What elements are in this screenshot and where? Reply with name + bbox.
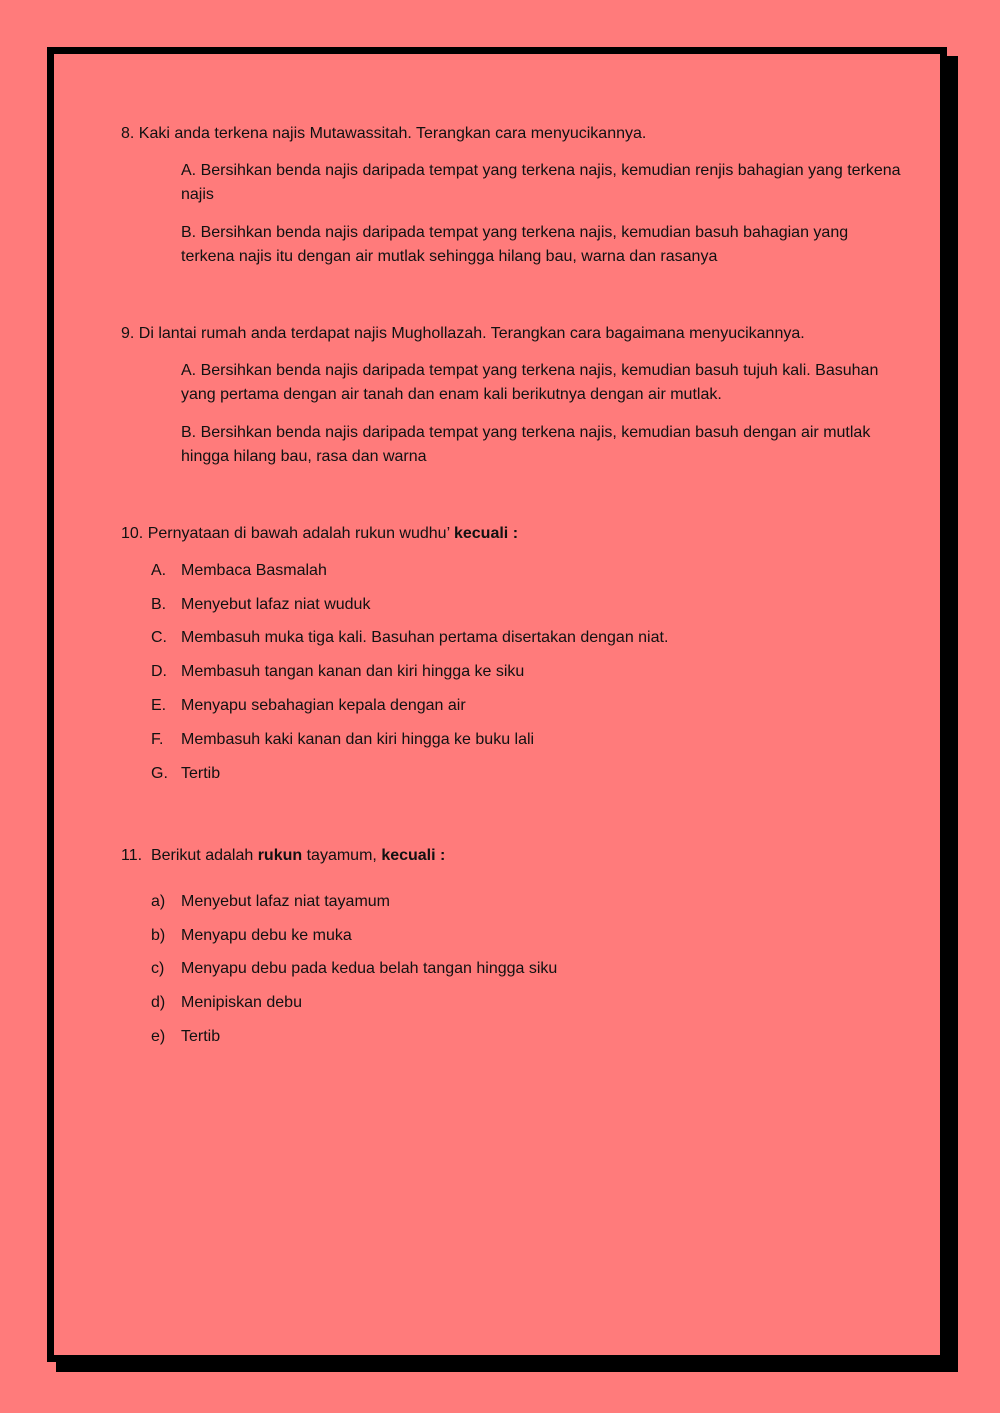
question-11-text: Berikut adalah bbox=[150, 847, 254, 864]
option-label: d) bbox=[151, 994, 166, 1011]
option-text: Membasuh kaki kanan dan kiri hingga ke buku lali bbox=[181, 731, 535, 748]
option-label: e) bbox=[151, 1028, 166, 1045]
option-label: A. bbox=[151, 562, 167, 579]
question-11-emphasis-rukun: rukun bbox=[257, 847, 303, 864]
option-text: Menipiskan debu bbox=[181, 994, 302, 1011]
option-label: a) bbox=[151, 893, 166, 910]
q8-option-b: B. Bersihkan benda najis daripada tempat yang terkena najis, kemudian basuh bahagian yang terkena najis itu dengan air mutlak sehingga hilang bau, warna dan rasanya bbox=[181, 224, 849, 265]
question-11 bbox=[121, 844, 445, 868]
option-label: F. bbox=[151, 731, 164, 748]
option-text: Membasuh tangan kanan dan kiri hingga ke siku bbox=[181, 663, 525, 680]
option-text: Tertib bbox=[181, 1028, 221, 1045]
option-text: Tertib bbox=[181, 765, 221, 782]
option-text: Menyebut lafaz niat tayamum bbox=[181, 893, 390, 910]
option-text: Membaca Basmalah bbox=[181, 562, 327, 579]
question-10-text: 10. Pernyataan di bawah adalah rukun wudhu’ bbox=[121, 525, 450, 542]
option-label: D. bbox=[151, 663, 167, 680]
option-label: b) bbox=[151, 927, 166, 944]
q8-option-a: A. Bersihkan benda najis daripada tempat yang terkena najis, kemudian renjis bahagian yang terkena najis bbox=[181, 162, 901, 203]
question-11-number: 11. bbox=[121, 847, 143, 864]
question-10 bbox=[121, 522, 518, 546]
option-text: Membasuh muka tiga kali. Basuhan pertama disertakan dengan niat. bbox=[181, 629, 669, 646]
question-11-emphasis-kecuali: kecuali : bbox=[381, 847, 446, 864]
option-label: B. bbox=[151, 596, 167, 613]
option-label: C. bbox=[151, 629, 167, 646]
question-11-text-2: tayamum, bbox=[306, 847, 377, 864]
q9-option-b: B. Bersihkan benda najis daripada tempat yang terkena najis, kemudian basuh dengan air mutlak hingga hilang bau, rasa dan warna bbox=[181, 424, 871, 465]
q9-option-a: A. Bersihkan benda najis daripada tempat yang terkena najis, kemudian basuh tujuh kali. Basuhan yang pertama dengan air tanah dan enam kali berikutnya dengan air mutlak. bbox=[181, 362, 879, 403]
option-text: Menyebut lafaz niat wuduk bbox=[181, 596, 371, 613]
question-8: 8. Kaki anda terkena najis Mutawassitah. Terangkan cara menyucikannya. bbox=[121, 125, 647, 142]
question-10-emphasis: kecuali : bbox=[453, 525, 519, 542]
option-text: Menyapu sebahagian kepala dengan air bbox=[181, 697, 466, 714]
option-text: Menyapu debu pada kedua belah tangan hingga siku bbox=[181, 960, 558, 977]
option-text: Menyapu debu ke muka bbox=[181, 927, 352, 944]
option-label: G. bbox=[151, 765, 168, 782]
option-label: E. bbox=[151, 697, 167, 714]
option-label: c) bbox=[151, 960, 165, 977]
question-9: 9. Di lantai rumah anda terdapat najis Mughollazah. Terangkan cara bagaimana menyucikannya. bbox=[121, 325, 805, 342]
